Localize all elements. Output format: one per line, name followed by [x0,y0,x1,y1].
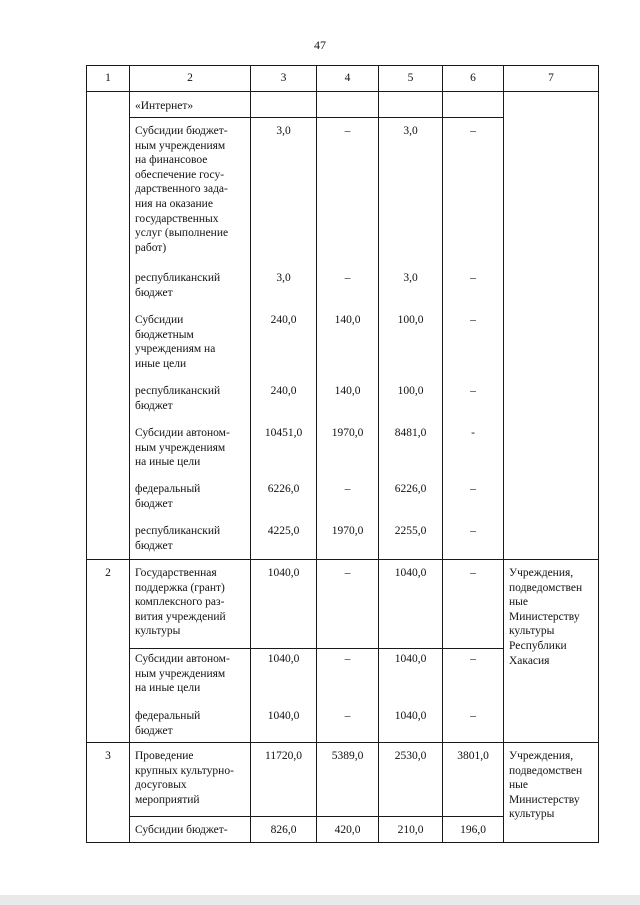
row-item-subsidies-state-task: Субсидии бюджет- ным учреждениям на финансовое обеспечение госу- дарственного зада- ния на оказание государственных услуг (выполнение работ) [135,125,229,254]
table-divider-col-2 [250,65,251,843]
row-10-col-3: 1040,0 [267,710,300,722]
row-12-col-4: 420,0 [334,824,361,836]
row-2-col-5: 3,0 [403,272,418,284]
row-9-col-5: 1040,0 [394,653,427,665]
row-2-col-3: 3,0 [276,272,291,284]
row-2-col-6: – [470,272,476,284]
row-item-state-grant-support: Государственная поддержка (грант) комплексного раз- вития учреждений культуры [135,567,226,638]
row-11-col-6: 3801,0 [457,750,489,762]
table-border-top [86,65,599,66]
column-header-4: 4 [344,72,351,84]
row-4-col-3: 240,0 [270,385,297,397]
row-1-col-5: 3,0 [403,125,418,137]
row-9-col-3: 1040,0 [267,653,300,665]
row-5-col-4: 1970,0 [331,427,364,439]
row-item-republican-budget: республиканский бюджет [135,385,221,412]
row-item-subsidies-budget-partial: Субсидии бюджет- [135,824,228,836]
row-6-col-3: 6226,0 [267,483,300,495]
row-8-responsible: Учреждения, подведомствен ные Министерству культуры Республики Хакасия [509,567,583,667]
row-10-col-5: 1040,0 [394,710,427,722]
table-divider-col-1 [129,65,130,843]
column-header-6: 6 [470,72,476,84]
row-12-col-3: 826,0 [270,824,297,836]
row-item-subsidies-autonomous-other: Субсидии автоном- ным учреждениям на иные цели [135,427,230,469]
row-4-col-6: – [470,385,476,397]
row-1-col-3: 3,0 [276,125,291,137]
page-number: 47 [314,38,326,52]
header-bottom-rule [86,91,599,92]
table-divider-col-6 [503,65,504,843]
section-2-bottom-rule [86,742,599,743]
row-12-col-6: 196,0 [460,824,486,836]
column-header-1: 1 [105,72,111,84]
row-9-col-6: – [470,653,476,665]
row-5-col-3: 10451,0 [264,427,303,439]
row-8-col-5: 1040,0 [394,567,427,579]
row-9-col-4: – [344,653,351,665]
table-divider-col-4 [378,65,379,843]
row-item-subsidies-autonomous-other: Субсидии автоном- ным учреждениям на иные цели [135,653,230,695]
row-item-subsidies-budget-other: Субсидии бюджетным учреждениям на иные цели [135,314,216,370]
column-header-2: 2 [187,72,193,84]
column-header-3: 3 [280,72,287,84]
row-11-col-4: 5389,0 [331,750,364,762]
row-1-col-4: – [344,125,351,137]
row-1-col-6: – [470,125,476,137]
internet-row-bottom-rule [129,117,504,118]
row-3-col-4: 140,0 [334,314,361,326]
table-border-bottom [86,842,599,843]
section-3-subrow-rule [129,816,504,817]
row-7-col-3: 4225,0 [267,525,300,537]
row-3-col-5: 100,0 [397,314,424,326]
row-4-col-5: 100,0 [397,385,424,397]
section-2-subrow-rule [129,648,504,649]
row-item-federal-budget: федеральный бюджет [135,483,201,510]
row-7-col-5: 2255,0 [394,525,427,537]
row-7-col-4: 1970,0 [331,525,364,537]
row-8-col-6: – [470,567,476,579]
row-3-col-6: – [470,314,476,326]
row-6-col-6: – [470,483,476,495]
row-item-republican-budget: республиканский бюджет [135,525,221,552]
row-8-col-4: – [344,567,351,579]
table-border-right [598,65,599,843]
row-11-responsible: Учреждения, подведомствен ные Министерству культуры [509,750,583,821]
row-2-col-4: – [344,272,351,284]
column-header-7: 7 [548,72,554,84]
row-6-col-5: 6226,0 [394,483,427,495]
row-8-col-3: 1040,0 [267,567,300,579]
row-item-internet: «Интернет» [135,100,194,112]
table-border-left [86,65,87,843]
row-number-3: 3 [105,750,111,762]
row-item-republican-budget: республиканский бюджет [135,272,221,299]
table-divider-col-3 [316,65,317,843]
row-number-2: 2 [105,567,111,579]
column-header-5: 5 [407,72,414,84]
section-1-bottom-rule [86,559,599,560]
row-7-col-6: – [470,525,476,537]
row-11-col-3: 11720,0 [265,750,302,762]
row-10-col-4: – [344,710,351,722]
row-12-col-5: 210,0 [397,824,424,836]
row-5-col-6: - [471,427,475,439]
row-item-major-cultural-events: Проведение крупных культурно- досуговых мероприятий [135,750,234,806]
row-11-col-5: 2530,0 [394,750,427,762]
row-3-col-3: 240,0 [270,314,297,326]
row-item-federal-budget: федеральный бюджет [135,710,201,737]
row-4-col-4: 140,0 [334,385,361,397]
page-bottom-edge [0,895,640,905]
row-5-col-5: 8481,0 [394,427,427,439]
table-divider-col-5 [442,65,443,843]
row-10-col-6: – [470,710,476,722]
row-6-col-4: – [344,483,351,495]
